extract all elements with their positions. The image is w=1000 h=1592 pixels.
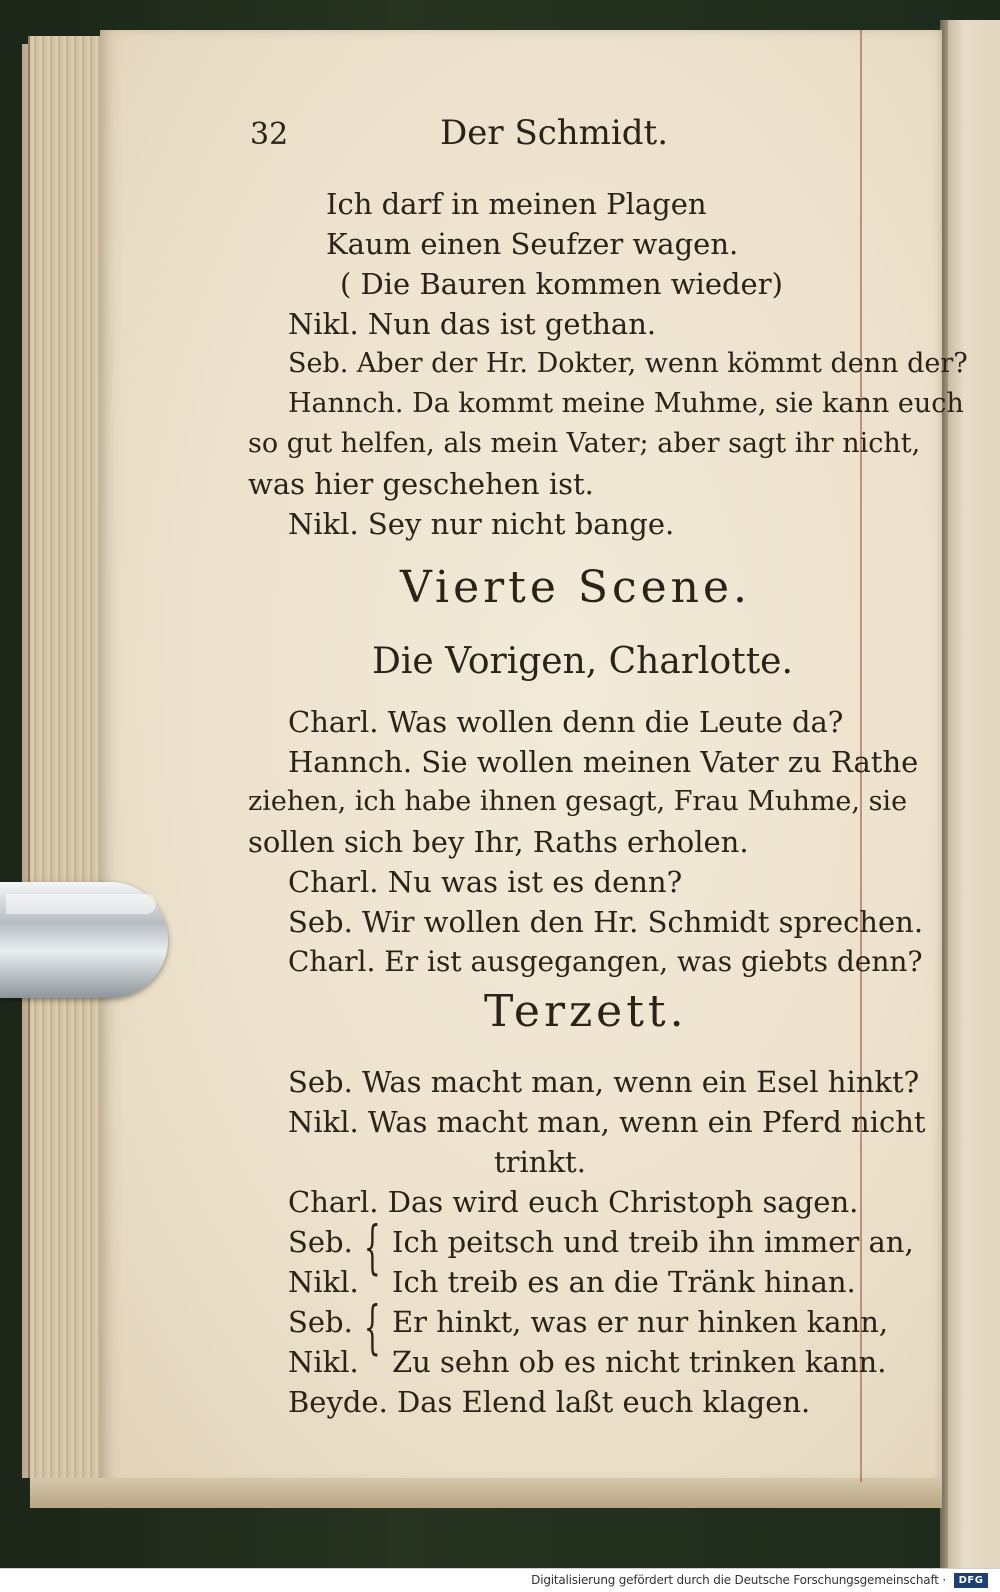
text-line: Charl. Das wird euch Christoph sagen.: [288, 1185, 859, 1219]
text-line: Nikl. Nun das ist gethan.: [288, 307, 657, 341]
scene-title: Vierte Scene.: [400, 562, 752, 613]
footer-bar: [0, 1568, 1000, 1592]
facing-page-strip: [948, 20, 1000, 1568]
text-line: trinkt.: [494, 1145, 586, 1179]
page-number: 32: [250, 117, 289, 152]
text-line: Charl. Er ist ausgegangen, was giebts denn?: [288, 945, 923, 978]
page-bottom-edge: [30, 1478, 942, 1508]
text-line: Seb. Wir wollen den Hr. Schmidt sprechen.: [288, 905, 924, 939]
text-line: Beyde. Das Elend laßt euch klagen.: [288, 1385, 811, 1419]
duet-speaker: Nikl.: [288, 1265, 359, 1299]
text-line: sollen sich bey Ihr, Raths erholen.: [248, 825, 749, 859]
duet-line: Zu sehn ob es nicht trinken kann.: [392, 1345, 887, 1379]
text-line: Seb. Aber der Hr. Dokter, wenn kömmt denn der?: [288, 348, 968, 379]
stage-direction: ( Die Bauren kommen wieder): [340, 267, 783, 301]
text-line: Ich darf in meinen Plagen: [326, 187, 707, 221]
duet-speaker: Seb.: [288, 1225, 353, 1259]
text-line: Nikl. Was macht man, wenn ein Pferd nicht: [288, 1105, 926, 1139]
text-line: so gut helfen, als mein Vater; aber sagt ihr nicht,: [248, 428, 921, 459]
duet-line: Ich peitsch und treib ihn immer an,: [392, 1225, 914, 1259]
text-line: Kaum einen Seufzer wagen.: [326, 227, 739, 261]
brace-icon: {: [364, 1293, 381, 1361]
brace-icon: {: [364, 1213, 381, 1281]
duet-speaker: Seb.: [288, 1305, 353, 1339]
page-clip-highlight: [6, 894, 156, 914]
duet-speaker: Nikl.: [288, 1345, 359, 1379]
duet-line: Ich treib es an die Tränk hinan.: [392, 1265, 856, 1299]
text-line: was hier geschehen ist.: [248, 467, 594, 501]
terzett-title: Terzett.: [484, 986, 688, 1037]
footer-credit: Digitalisierung gefördert durch die Deutsche Forschungsgemeinschaft ·: [531, 1573, 946, 1587]
text-line: Charl. Nu was ist es denn?: [288, 865, 683, 899]
text-line: Charl. Was wollen denn die Leute da?: [288, 705, 844, 739]
text-line: Seb. Was macht man, wenn ein Esel hinkt?: [288, 1065, 920, 1099]
text-line: Hannch. Da kommt meine Muhme, sie kann euch: [288, 388, 964, 419]
duet-line: Er hinkt, was er nur hinken kann,: [392, 1305, 889, 1339]
text-line: Nikl. Sey nur nicht bange.: [288, 507, 675, 541]
text-line: Hannch. Sie wollen meinen Vater zu Rathe: [288, 745, 919, 779]
running-head: Der Schmidt.: [440, 113, 669, 153]
dfg-logo-icon: DFG: [954, 1573, 988, 1588]
text-line: ziehen, ich habe ihnen gesagt, Frau Muhme, sie: [248, 786, 908, 817]
scene-subtitle: Die Vorigen, Charlotte.: [372, 641, 793, 682]
